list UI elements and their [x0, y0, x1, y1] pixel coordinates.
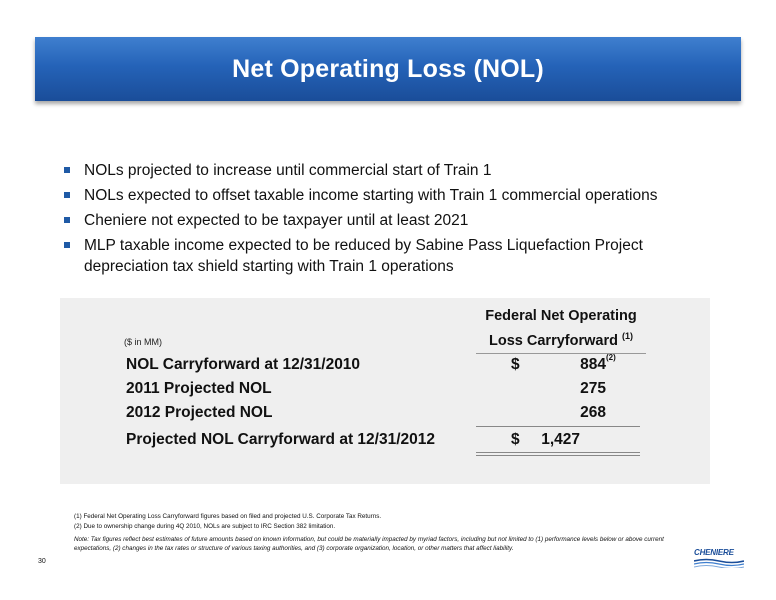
page-number: 30: [38, 558, 46, 565]
column-header-note: (1): [621, 331, 633, 341]
unit-label: ($ in MM): [124, 337, 162, 347]
bullet-item: Cheniere not expected to be taxpayer until at least 2021: [62, 210, 722, 231]
table-row: [126, 353, 646, 380]
row-note: (2): [606, 353, 616, 362]
disclaimer-note: Note: Tax figures reflect best estimates of future amounts based on known information, but could be materially impacted by myriad factors, including but not limited to (1) performance levels below or above current expectations, (2) changes in the tax rates or structure of various taxing authorities, and (3) corporate organization, location, or other matters that affect liability.: [74, 536, 664, 552]
table-row: [126, 380, 646, 404]
title-banner: [35, 37, 741, 101]
row-value: 275: [580, 380, 606, 397]
page-title: Net Operating Loss (NOL): [232, 54, 544, 83]
footnotes: [74, 512, 694, 532]
row-label: Projected NOL Carryforward at 12/31/2012: [126, 431, 435, 448]
footnote: (2) Due to ownership change during 4Q 2010, NOLs are subject to IRC Section 382 limitation.: [74, 523, 336, 530]
nol-table: [60, 298, 710, 484]
total-rule-bottom: [476, 455, 640, 456]
logo-wave-icon: [694, 558, 744, 568]
bullet-item: NOLs projected to increase until commercial start of Train 1: [62, 160, 722, 181]
row-value: 884 (2): [580, 353, 616, 373]
row-value: 1,427: [541, 431, 580, 448]
column-header-line2: Loss Carryforward $^{(1)}$: [489, 331, 633, 349]
bullet-list: [62, 160, 722, 281]
bullet-item: NOLs expected to offset taxable income starting with Train 1 commercial operations: [62, 185, 722, 206]
cheniere-logo: [694, 548, 744, 568]
footnote: (1) Federal Net Operating Loss Carryforward figures based on filed and projected U.S. Corporate Tax Returns.: [74, 513, 382, 520]
row-label: NOL Carryforward at 12/31/2010: [126, 356, 361, 373]
row-currency: $: [511, 356, 520, 373]
table-row: [126, 404, 646, 428]
bullet-item: MLP taxable income expected to be reduced by Sabine Pass Liquefaction Project depreciation tax shield starting with Train 1 operations: [62, 235, 722, 277]
row-value: 268: [580, 404, 606, 421]
row-currency: $: [511, 431, 520, 448]
row-label: 2011 Projected NOL: [126, 380, 272, 397]
column-header-line1: Federal Net Operating: [485, 308, 637, 324]
logo-text: CHENIERE: [694, 548, 734, 557]
row-label: 2012 Projected NOL: [126, 404, 273, 421]
total-rule-top: [476, 452, 640, 453]
column-header: [476, 306, 646, 354]
subtotal-rule: [476, 426, 640, 427]
